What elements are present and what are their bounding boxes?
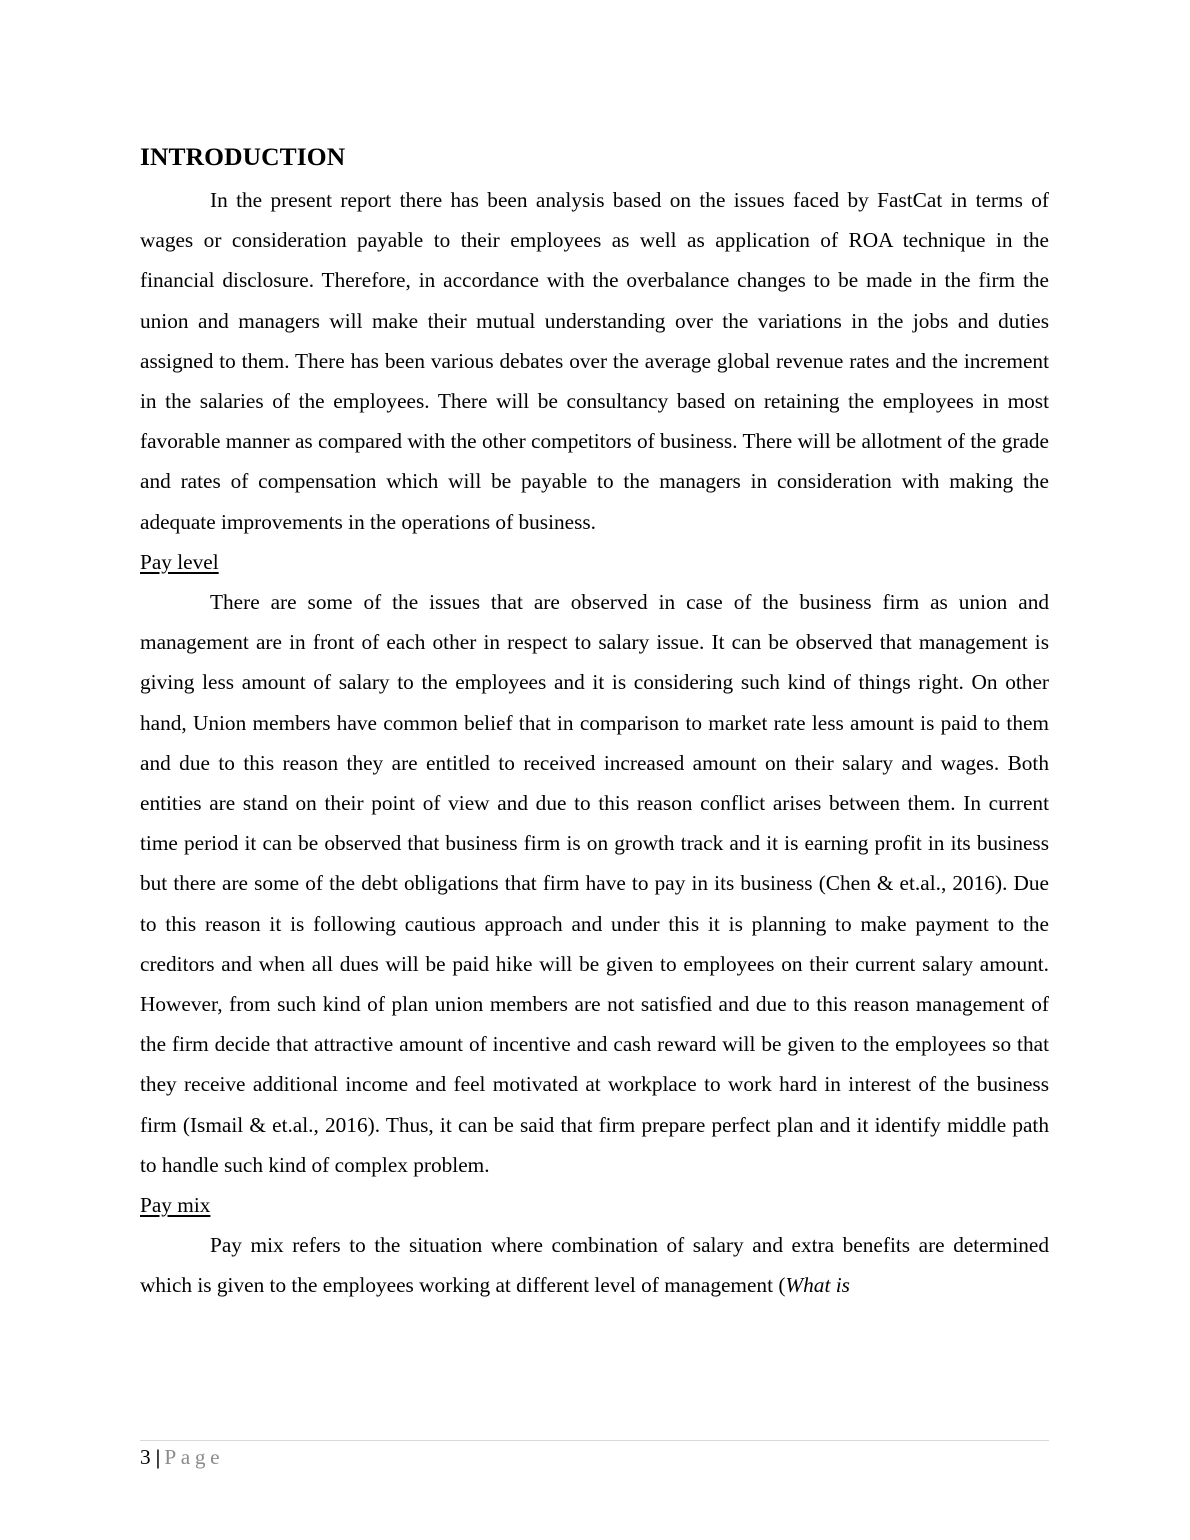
pay-mix-italic-citation: What is (785, 1273, 850, 1298)
subheading-pay-level: Pay level (140, 549, 219, 574)
footer-divider (140, 1440, 1049, 1441)
intro-paragraph: In the present report there has been analysis based on the issues faced by FastCat in terms of wages or consideration payable to their employees as well as application of ROA technique in the financial disclosure. Therefore, in accordance with the overbalance changes to be made in the firm the union and managers will make their mutual understanding over the variations in the jobs and duties assigned to them. There has been various debates over the average global revenue rates and the increment in the salaries of the employees. There will be consultancy based on retaining the employees in most favorable manner as compared with the other competitors of business. There will be allotment of the grade and rates of compensation which will be payable to the managers in consideration with making the adequate improvements in the operations of business. (140, 188, 1049, 534)
page-number: 3 (140, 1445, 151, 1469)
pay-mix-paragraph (140, 1225, 1049, 1305)
pay-mix-text: Pay mix refers to the situation where combination of salary and extra benefits are determined which is given to the employees working at different level of management ( (140, 1233, 1049, 1298)
page-label: Page (164, 1445, 225, 1469)
pay-level-paragraph: There are some of the issues that are observed in case of the business firm as union and management are in front of each other in respect to salary issue. It can be observed that management is giving less amount of salary to the employees and it is considering such kind of things right. On other hand, Union members have common belief that in comparison to market rate less amount is paid to them and due to this reason they are entitled to received increased amount on their salary and wages. Both entities are stand on their point of view and due to this reason conflict arises between them. In current time period it can be observed that business firm is on growth track and it is earning profit in its business but there are some of the debt obligations that firm have to pay in its business (Chen & et.al., 2016). Due to this reason it is following cautious approach and under this it is planning to make payment to the creditors and when all dues will be paid hike will be given to employees on their current salary amount. However, from such kind of plan union members are not satisfied and due to this reason management of the firm decide that attractive amount of incentive and cash reward will be given to the employees so that they receive additional income and feel motivated at workplace to work hard in interest of the business firm (Ismail & et.al., 2016). Thus, it can be said that firm prepare perfect plan and it identify middle path to handle such kind of complex problem. (140, 590, 1049, 1177)
page-footer (140, 1443, 224, 1471)
subheading-pay-mix: Pay mix (140, 1193, 211, 1218)
document-page (140, 0, 1049, 1540)
page-title: INTRODUCTION (140, 142, 346, 171)
footer-separator: | (155, 1445, 161, 1469)
document-body (140, 180, 1049, 1306)
